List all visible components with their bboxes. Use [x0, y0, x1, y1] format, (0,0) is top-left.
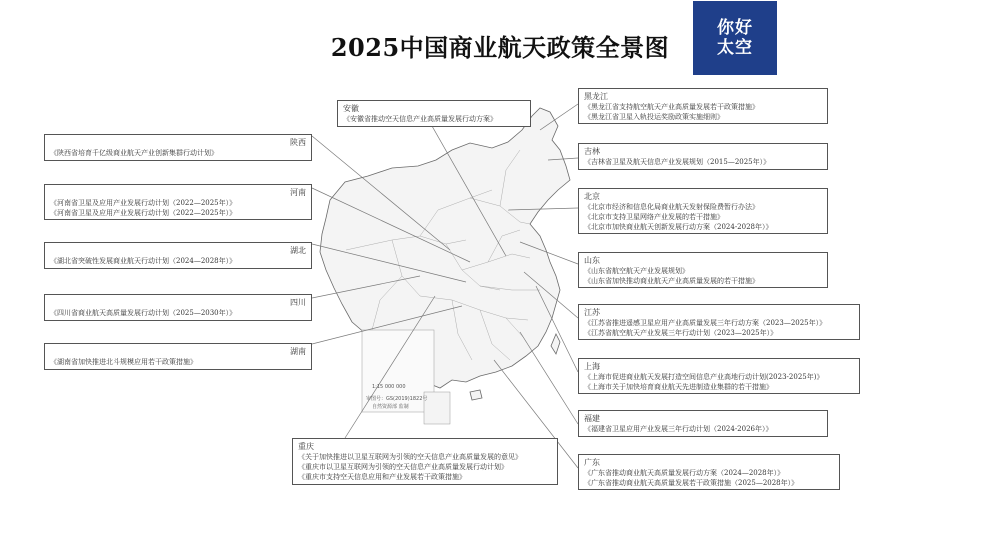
taiwan-outline — [551, 334, 560, 354]
policy-item: 《江苏省推进遥感卫星应用产业高质量发展三年行动方案（2023—2025年）》 — [584, 319, 827, 327]
policy-item: 《福建省卫星应用产业发展三年行动计划（2024-2026年）》 — [584, 425, 773, 433]
province-name-jilin: 吉林 — [584, 147, 600, 156]
policy-item: 《广东省推动商业航天高质量发展若干政策措施（2025—2028年）》 — [584, 479, 799, 487]
policy-item: 《湖南省加快推进北斗规模应用若干政策措施》 — [50, 358, 197, 366]
province-name-anhui: 安徽 — [343, 104, 359, 113]
policy-item: 《北京市经济和信息化局商业航天发射保险费暂行办法》 — [584, 203, 759, 211]
province-name-chongqing: 重庆 — [298, 442, 314, 451]
policy-item: 《上海市促进商业航天发展打造空间信息产业高地行动计划(2023-2025年)》 — [584, 373, 824, 381]
logo-line-2: 太空 — [717, 38, 753, 58]
policy-box-hunan — [44, 343, 312, 370]
province-name-shandong: 山东 — [584, 256, 600, 265]
policy-box-chongqing — [292, 438, 558, 485]
policy-box-jilin — [578, 143, 828, 170]
province-name-fujian: 福建 — [584, 414, 600, 423]
province-name-jiangsu: 江苏 — [584, 308, 600, 317]
map-approval-no: 审图号：GS(2019)1822号 — [366, 396, 428, 402]
policy-item: 《北京市加快商业航天创新发展行动方案（2024-2028年）》 — [584, 223, 773, 231]
province-name-hunan: 湖南 — [290, 347, 306, 356]
policy-box-shanghai — [578, 358, 860, 394]
province-name-shanghai: 上海 — [584, 362, 600, 371]
policy-box-anhui — [337, 100, 531, 127]
province-name-heilongjiang: 黑龙江 — [584, 92, 608, 101]
province-name-guangdong: 广东 — [584, 458, 600, 467]
province-name-beijing: 北京 — [584, 192, 600, 201]
policy-item: 《北京市支持卫星网络产业发展的若干措施》 — [584, 213, 724, 221]
policy-item: 《黑龙江省支持航空航天产业高质量发展若干政策措施》 — [584, 103, 759, 111]
map-scale: 1:15 000 000 — [372, 384, 406, 390]
province-name-hubei: 湖北 — [290, 246, 306, 255]
policy-item: 《广东省推动商业航天高质量发展行动方案（2024—2028年）》 — [584, 469, 785, 477]
policy-item: 《安徽省推动空天信息产业高质量发展行动方案》 — [343, 115, 497, 123]
policy-box-shaanxi — [44, 134, 312, 161]
policy-box-henan — [44, 184, 312, 220]
policy-item: 《重庆市支持空天信息应用和产业发展若干政策措施》 — [298, 473, 466, 481]
policy-item: 《黑龙江省卫星入轨投运奖励政策实施细则》 — [584, 113, 724, 121]
policy-item: 《山东省航空航天产业发展规划》 — [584, 267, 689, 275]
policy-item: 《山东省加快推动商业航天产业高质量发展的若干措施》 — [584, 277, 759, 285]
policy-box-beijing — [578, 188, 828, 234]
leader-fujian — [520, 332, 578, 424]
policy-item: 《江苏省航空航天产业发展三年行动计划（2023—2025年）》 — [584, 329, 778, 337]
china-map-outline — [320, 108, 570, 388]
policy-item: 《上海市关于加快培育商业航天先进制造业集群的若干措施》 — [584, 383, 773, 391]
policy-box-shandong — [578, 252, 828, 288]
policy-box-fujian — [578, 410, 828, 437]
south-china-sea-inset — [424, 392, 450, 424]
policy-box-hubei — [44, 242, 312, 269]
policy-item: 《湖北省突破性发展商业航天行动计划（2024—2028年）》 — [50, 257, 237, 265]
hainan-outline — [470, 390, 482, 400]
policy-item: 《陕西省培育千亿级商业航天产业创新集群行动计划》 — [50, 149, 218, 157]
policy-box-guangdong — [578, 454, 840, 490]
province-name-sichuan: 四川 — [290, 298, 306, 307]
map-issuer: 自然资源部 监制 — [372, 404, 409, 410]
policy-item: 《吉林省卫星及航天信息产业发展规划（2015—2025年）》 — [584, 158, 771, 166]
policy-item: 《河南省卫星及应用产业发展行动计划（2022—2025年）》 — [50, 209, 237, 217]
province-name-shaanxi: 陕西 — [290, 138, 306, 147]
policy-box-sichuan — [44, 294, 312, 321]
policy-item: 《河南省卫星及应用产业发展行动计划（2022—2025年）》 — [50, 199, 237, 207]
page-title: 2025中国商业航天政策全景图 — [330, 33, 670, 62]
policy-item: 《关于加快推进以卫星互联网为引领的空天信息产业高质量发展的意见》 — [298, 453, 522, 461]
policy-box-heilongjiang — [578, 88, 828, 124]
policy-item: 《四川省商业航天高质量发展行动计划（2025—2030年）》 — [50, 309, 237, 317]
logo-line-1: 你好 — [717, 18, 753, 38]
policy-item: 《重庆市以卫星互联网为引领的空天信息产业高质量发展行动计划》 — [298, 463, 508, 471]
policy-box-jiangsu — [578, 304, 860, 340]
province-name-henan: 河南 — [290, 188, 306, 197]
